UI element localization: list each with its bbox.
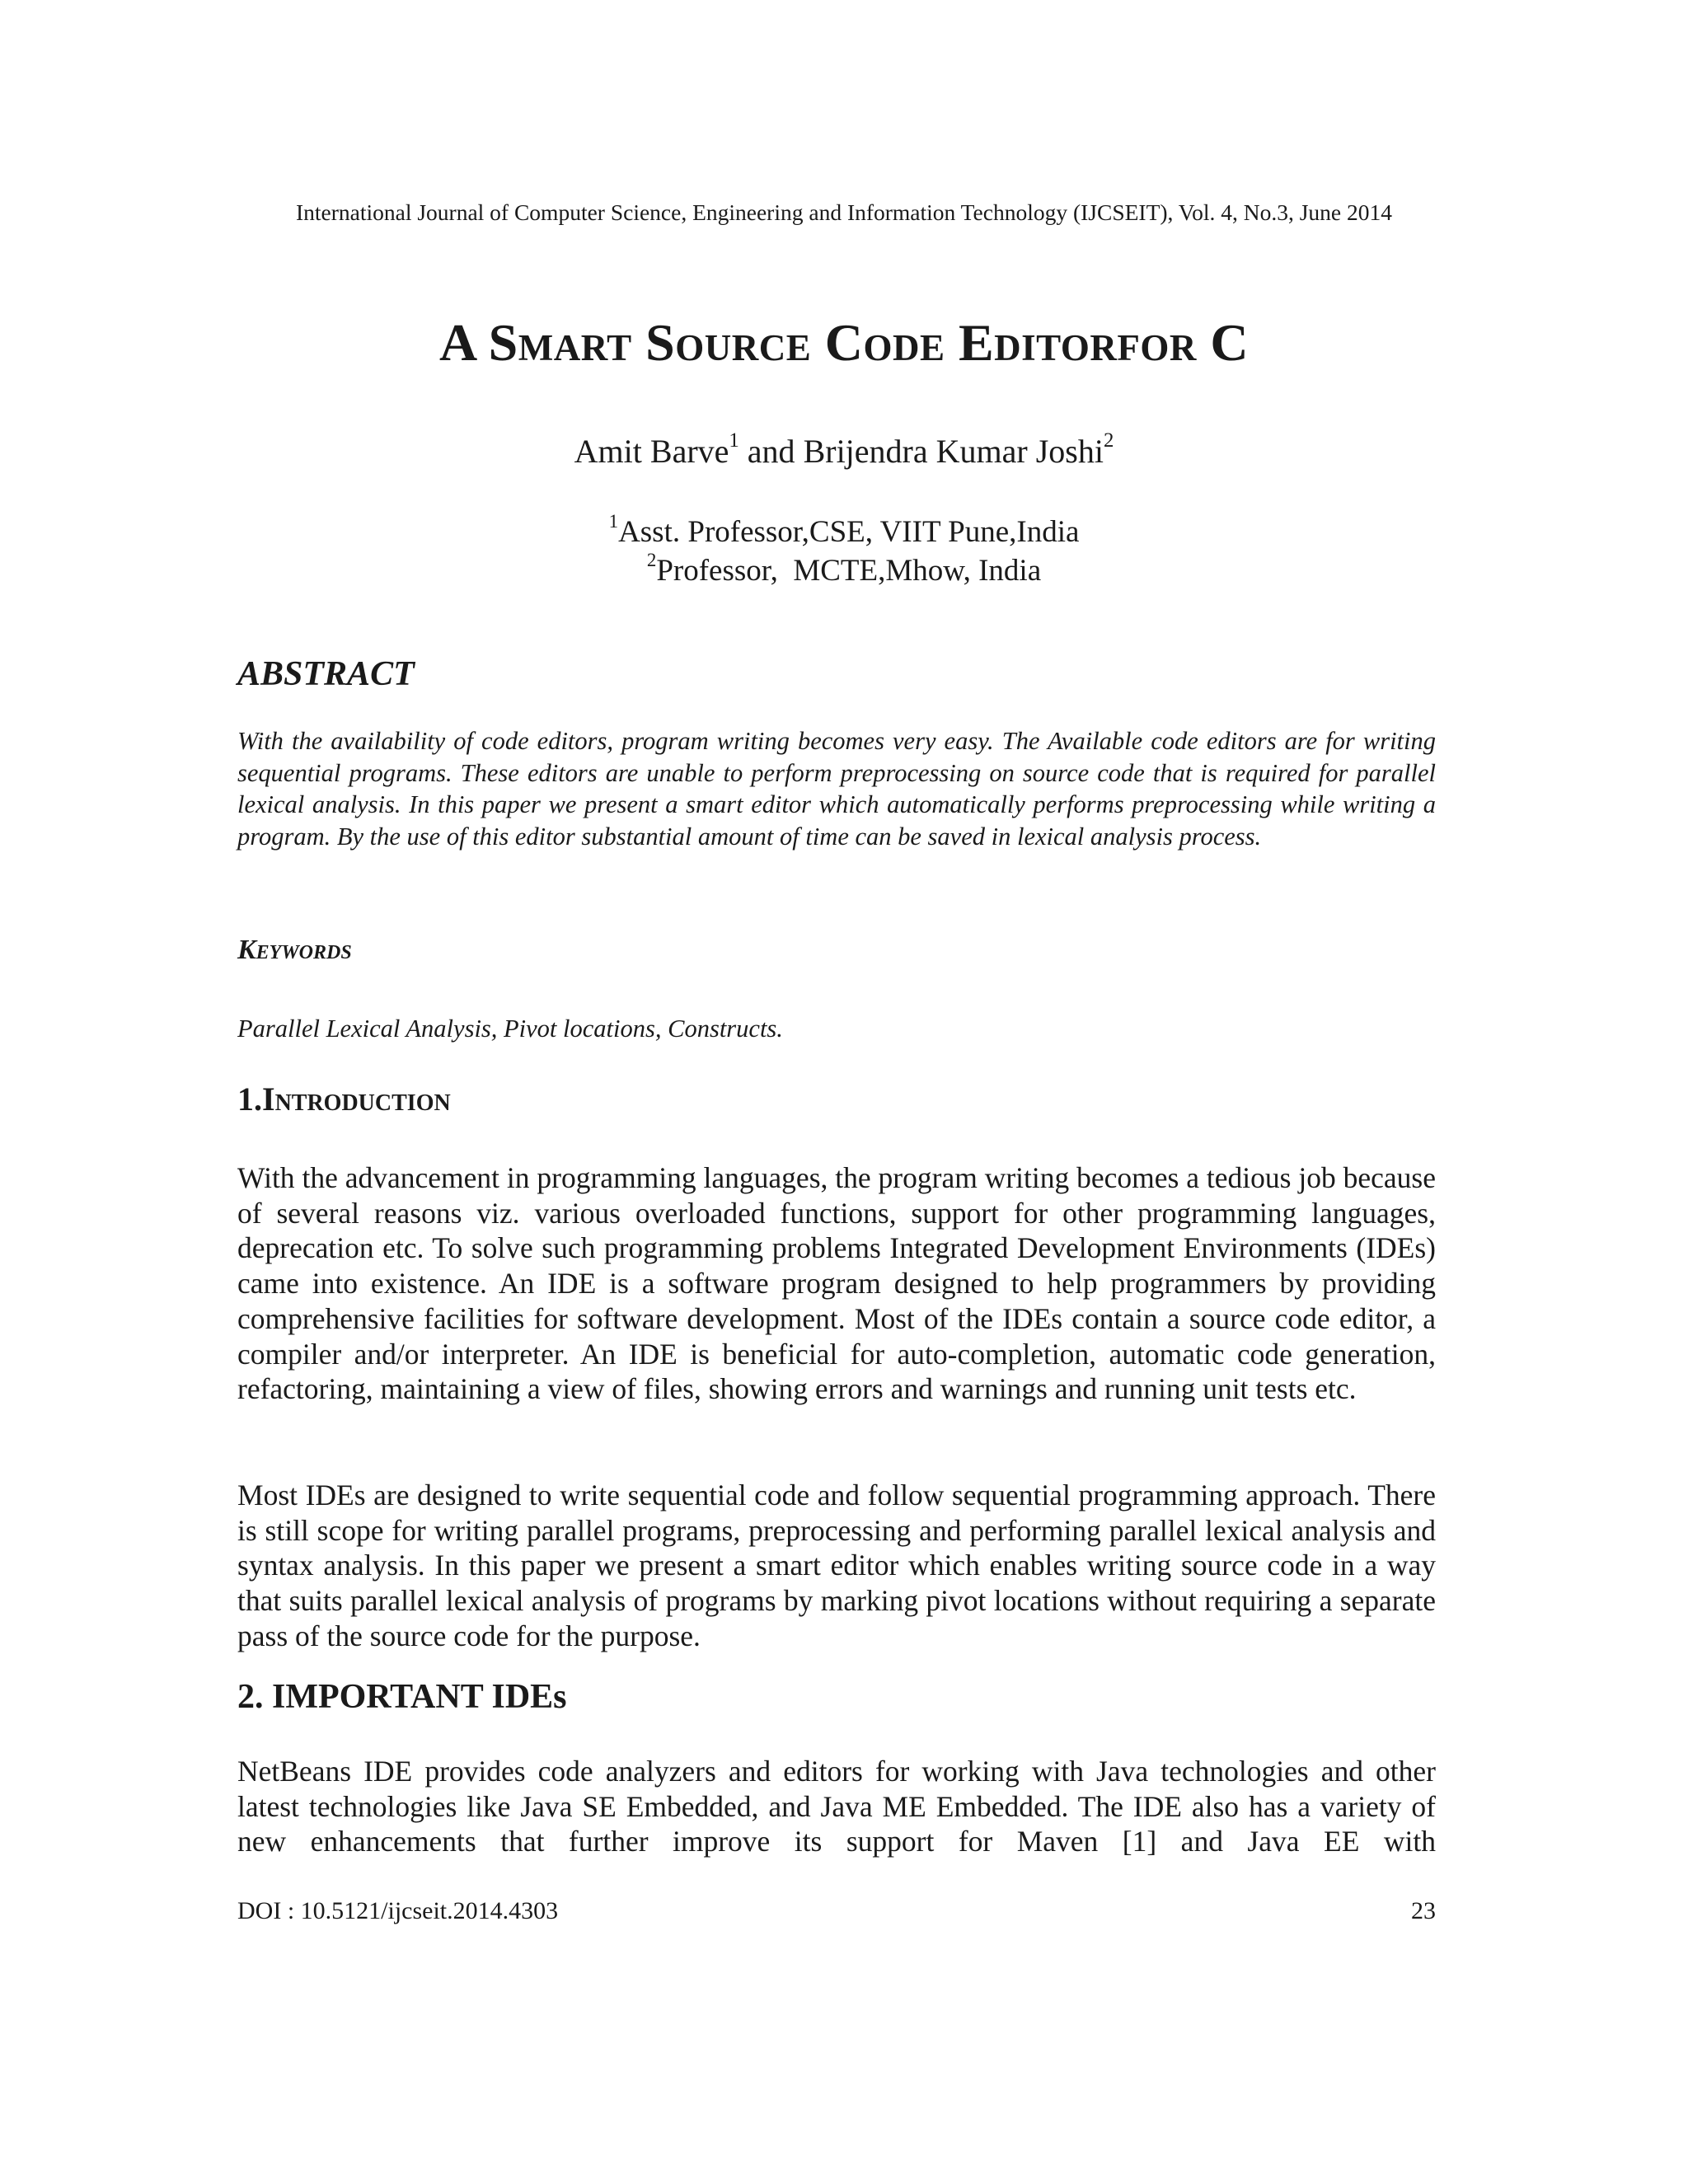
affiliation [0, 510, 1688, 551]
author-name: Brijendra Kumar Joshi [803, 433, 1104, 470]
paper-title [0, 309, 1688, 377]
keywords-body: Parallel Lexical Analysis, Pivot locations, Constructs. [237, 1015, 783, 1043]
abstract-heading: ABSTRACT [237, 655, 415, 693]
section-title: IMPORTANT IDEs [272, 1678, 567, 1716]
running-header: International Journal of Computer Science, Engineering and Information Technology (IJCSEIT), Vol. 4, No.3, June 2014 [295, 199, 1393, 225]
body-paragraph: Most IDEs are designed to write sequential code and follow sequential programming approach. There is still scope for writing parallel programs, preprocessing and performing parallel lexical analysis and syntax analysis. In this paper we present a smart editor which enables writing source code in a way that suits parallel lexical analysis of programs by marking pivot locations without requiring a separate pass of the source code for the purpose. [237, 1479, 1436, 1652]
section-number: 2. [237, 1678, 264, 1716]
affiliation [0, 549, 1688, 590]
section-title: Introduction [262, 1080, 451, 1118]
affiliation-text: Asst. Professor,CSE, VIIT Pune,India [618, 515, 1080, 549]
author-conjunction: and [738, 433, 804, 470]
body-paragraph-text: NetBeans IDE provides code analyzers and editors for working with Java technologies and other latest technologies like Java SE Embedded, and Java ME Embedded. The IDE also has a variety of new enhancements that further improve its support for Maven [1] and Java EE with [237, 1755, 1436, 1858]
section-heading [237, 1676, 567, 1718]
author-affiliation-marker: 1 [729, 429, 739, 452]
section-heading [237, 1079, 451, 1120]
author-line [0, 431, 1688, 472]
abstract-body: With the availability of code editors, program writing becomes very easy. The Available code editors are for writing sequential programs. These editors are unable to perform preprocessing on source code that is required for parallel lexical analysis. In this paper we present a smart editor which automatically performs preprocessing while writing a program. By the use of this editor substantial amount of time can be saved in lexical analysis process. [237, 727, 1436, 851]
body-paragraph: With the advancement in programming languages, the program writing becomes a tedious job because of several reasons viz. various overloaded functions, support for other programming languages, deprecation etc. To solve such programming problems Integrated Development Environments (IDEs) came into existence. An IDE is a software program designed to help programmers by providing comprehensive facilities for software development. Most of the IDEs contain a source code editor, a compiler and/or interpreter. An IDE is beneficial for auto-completion, automatic code generation, refactoring, maintaining a view of files, showing errors and warnings and running unit tests etc. [237, 1161, 1436, 1406]
author-affiliation-marker: 2 [1103, 429, 1114, 452]
affiliation-text: Professor, MCTE,Mhow, India [656, 554, 1042, 588]
page-number: 23 [1411, 1897, 1436, 1924]
keywords-heading: Keywords [237, 935, 352, 965]
section-number: 1. [237, 1080, 262, 1118]
paper-title-text: A Smart Source Code Editorfor C [438, 313, 1250, 372]
footer-doi: DOI : 10.5121/ijcseit.2014.4303 [237, 1897, 559, 1924]
author-name: Amit Barve [574, 433, 729, 470]
body-paragraph [237, 1754, 1436, 1859]
affiliation-marker: 1 [608, 510, 619, 532]
affiliation-marker: 2 [646, 549, 657, 570]
